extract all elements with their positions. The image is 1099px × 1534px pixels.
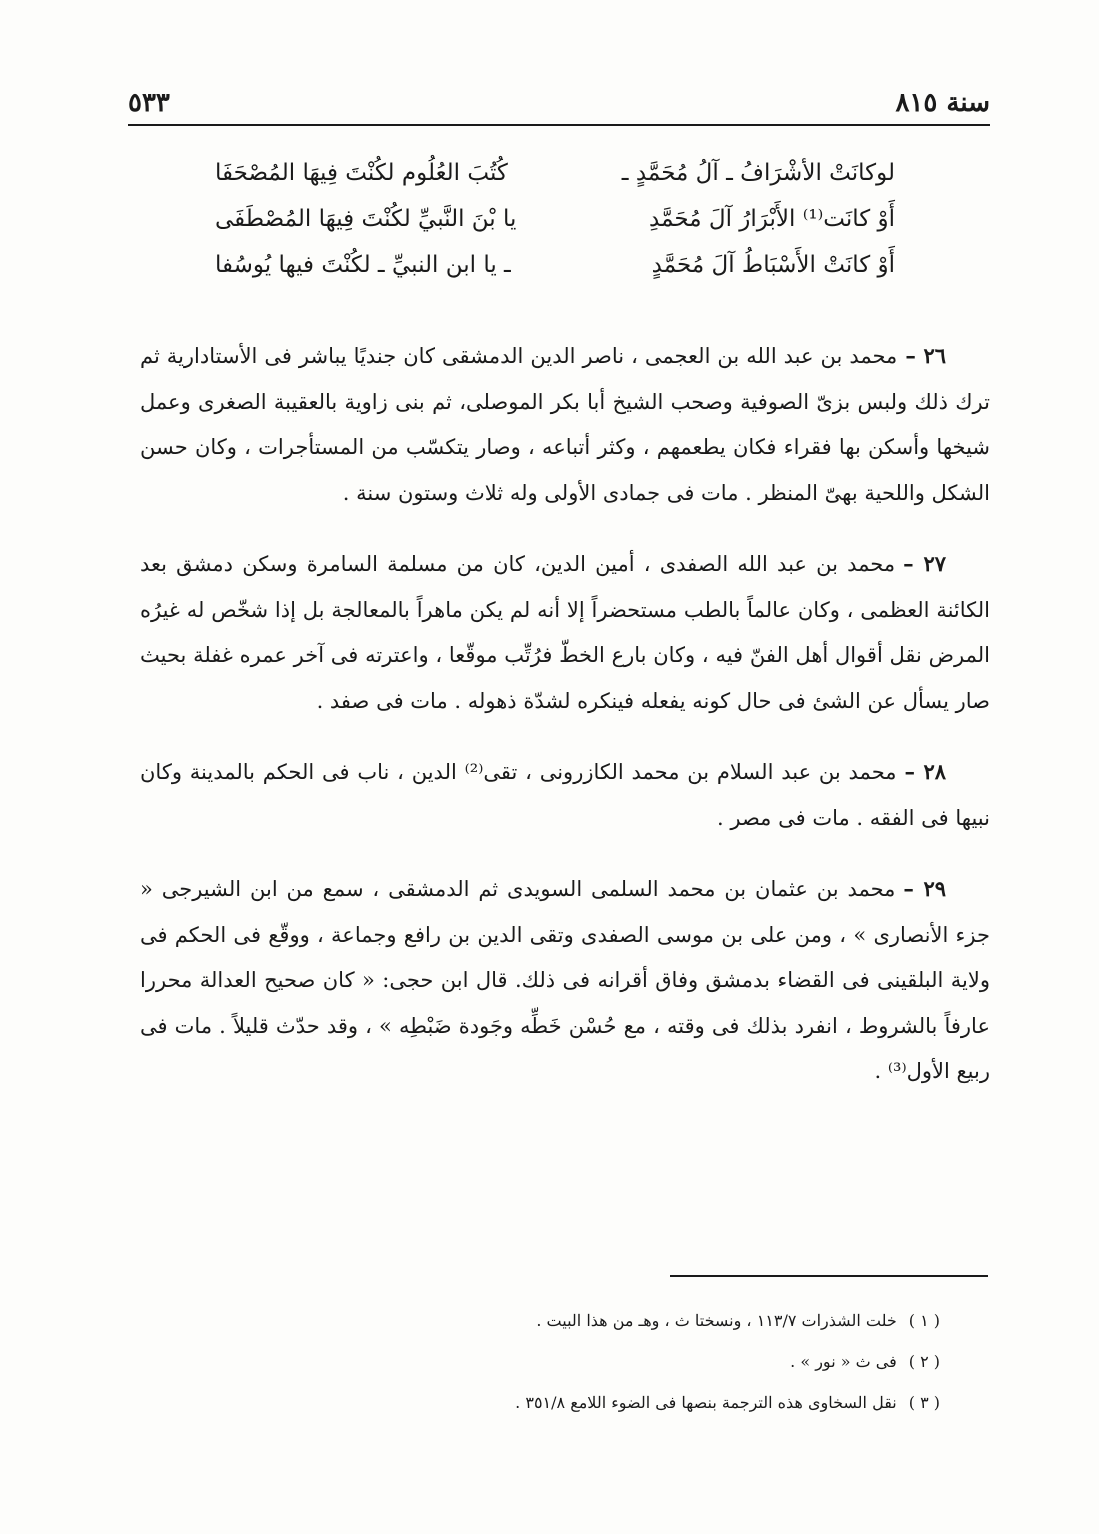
footnotes xyxy=(140,1300,940,1423)
entry-number: ٢٩ – xyxy=(903,876,946,901)
biography-entry xyxy=(140,866,990,1095)
biography-entry xyxy=(140,333,990,516)
footnote-mark: ( ٢ ) xyxy=(908,1352,940,1371)
year-label: سنة ٨١٥ xyxy=(895,88,990,118)
entry-number: ٢٨ – xyxy=(904,759,947,784)
verse xyxy=(215,196,895,242)
biography-entry xyxy=(140,749,990,841)
entry-text: محمد بن عبد الله بن العجمى ، ناصر الدين الدمشقى كان جنديًا يباشر فى الأستادارية ثم ترك ذلك ولبس بزىّ الصوفية وصحب الشيخ أبا بكر الموصلى، ثم بنى زاوية بالعقيبة الصغرى وعمل شيخها وأسكن بها فقراء فكان يطعمهم ، وكثر أتباعه ، وصار يتكسّب من المستأجرات ، وكان حسن الشكل واللحية بهىّ المنظر . مات فى جمادى الأولى وله ثلاث وستون سنة . xyxy=(140,344,990,505)
footnote-mark: ( ١ ) xyxy=(908,1311,940,1330)
verse xyxy=(215,242,895,288)
poem xyxy=(215,150,895,288)
entry-text: محمد بن عبد الله الصفدى ، أمين الدين، كان من مسلمة السامرة وسكن دمشق بعد الكائنة العظمى ، وكان عالماً بالطب مستحضراً إلا أنه لم يكن ماهراً بالمعالجة بل إذا شخّص له غيرُه المرض نقل أقوال أهل الفنّ فيه ، وكان بارع الخطّ فرُتِّب موقّعا ، واعترته فى آخر عمره غفلة بحيث صار يسأل عن الشئ فى حال كونه يفعله فينكره لشدّة ذهوله . مات فى صفد . xyxy=(140,552,990,713)
entry-text: محمد بن عثمان بن محمد السلمى السويدى ثم الدمشقى ، سمع من ابن الشيرجى « جزء الأنصارى » ، ومن على بن موسى الصفدى وتقى الدين بن رافع وجماعة ، ووقّع فى الحكم فى ولاية البلقينى فى القضاء بدمشق وفاق أقرانه فى ذلك. قال ابن حجى: « كان صحيح العدالة محررا عارفاً بالشروط ، انفرد بذلك فى وقته ، مع حُسْن خَطِّه وجَودة ضَبْطِه » ، وقد حدّث قليلاً . مات فى ربيع الأول⁽³⁾ . xyxy=(140,877,990,1083)
footnote-rule xyxy=(670,1275,988,1277)
verse xyxy=(215,150,895,196)
footnote xyxy=(140,1341,940,1382)
footnote xyxy=(140,1300,940,1341)
verse-first-hemistich: لوكانَتْ الأشْرَافُ ـ آلُ مُحَمَّدٍ ـ xyxy=(621,160,895,186)
running-header xyxy=(128,78,990,118)
verse-second-hemistich: يا بْنَ النَّبيِّ لكُنْتَ فِيهَا المُصْطَفَى xyxy=(215,206,517,232)
verse-first-hemistich: أَوْ كانَتْ الأَسْبَاطُ آلَ مُحَمَّدٍ xyxy=(651,252,895,278)
footnote-text: نقل السخاوى هذه الترجمة بنصها فى الضوء اللامع ٣٥١/٨ . xyxy=(515,1393,897,1412)
entry-number: ٢٦ – xyxy=(905,343,946,368)
biography-entry xyxy=(140,541,990,724)
verse-first-hemistich: أَوْ كانَت⁽¹⁾ الأَبْرَارُ آلَ مُحَمَّدِ xyxy=(649,206,895,232)
entry-number: ٢٧ – xyxy=(903,551,946,576)
verse-second-hemistich: كُتُبَ العُلُوم لكُنْتَ فِيهَا المُصْحَفَا xyxy=(215,160,508,186)
footnote-mark: ( ٣ ) xyxy=(908,1393,940,1412)
header-rule xyxy=(128,124,990,126)
verse-second-hemistich: ـ يا ابن النبيِّ ـ لكُنْتَ فيها يُوسُفا xyxy=(215,252,511,278)
page-number: ٥٣٣ xyxy=(128,88,170,118)
footnote-text: فى ث « نور » . xyxy=(790,1352,897,1371)
footnote xyxy=(140,1382,940,1423)
entry-text: محمد بن عبد السلام بن محمد الكازرونى ، تقى⁽²⁾ الدين ، ناب فى الحكم بالمدينة وكان نبيها فى الفقه . مات فى مصر . xyxy=(140,760,990,830)
footnote-text: خلت الشذرات ١١٣/٧ ، ونسختا ث ، وهـ من هذا البيت . xyxy=(536,1311,897,1330)
biography-entries xyxy=(140,333,990,1120)
